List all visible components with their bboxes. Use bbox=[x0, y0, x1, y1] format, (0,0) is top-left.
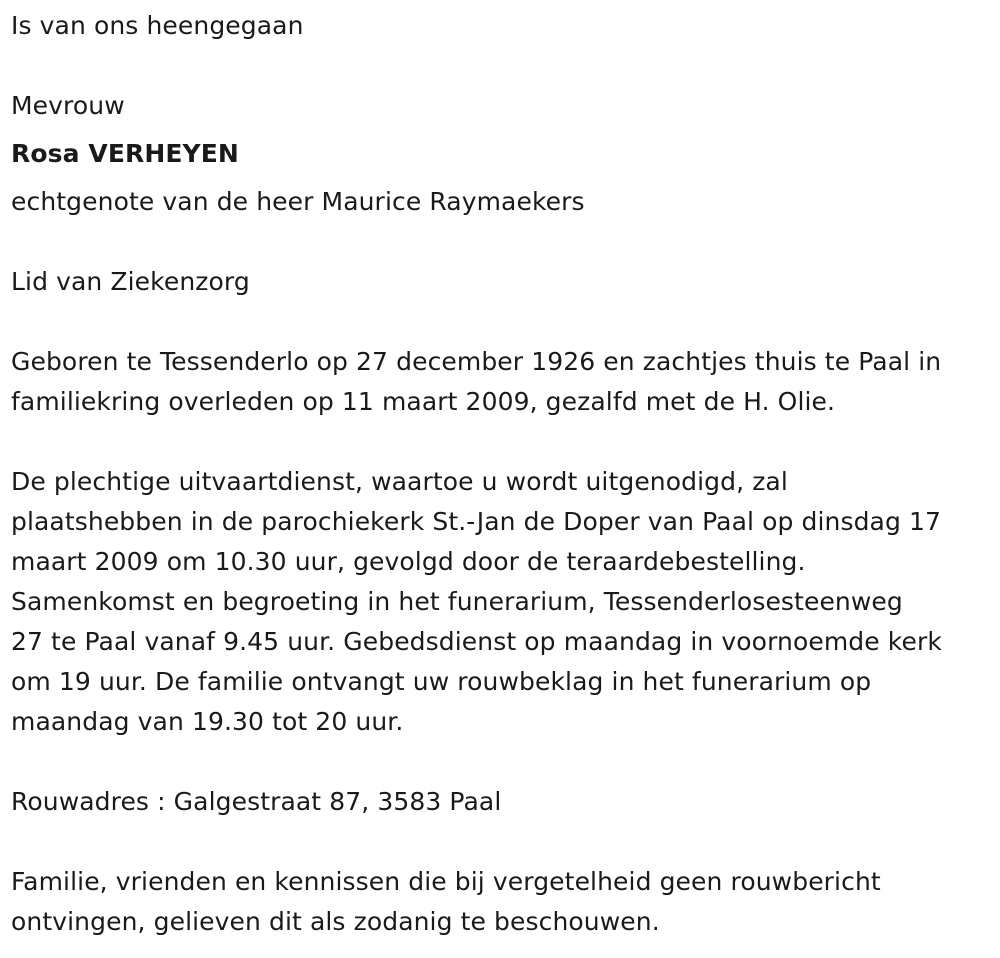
spacer bbox=[11, 222, 996, 262]
paragraph-line: De plechtige uitvaartdienst, waartoe u wordt uitgenodigd, zal bbox=[11, 467, 788, 496]
paragraph-line: Samenkomst en begroeting in het funerarium, Tessenderlosesteenweg bbox=[11, 587, 903, 616]
paragraph-line: om 19 uur. De familie ontvangt uw rouwbeklag in het funerarium op bbox=[11, 667, 872, 696]
paragraph-line: ontvingen, gelieven dit als zodanig te beschouwen. bbox=[11, 907, 660, 936]
spacer bbox=[11, 46, 996, 86]
funeral-paragraph bbox=[11, 462, 996, 742]
deceased-name: Rosa VERHEYEN bbox=[11, 139, 239, 168]
spacer bbox=[11, 302, 996, 342]
paragraph-line: Familie, vrienden en kennissen die bij vergetelheid geen rouwbericht bbox=[11, 867, 881, 896]
closing-paragraph bbox=[11, 862, 996, 942]
paragraph-line: maandag van 19.30 tot 20 uur. bbox=[11, 707, 404, 736]
spacer bbox=[11, 822, 996, 862]
spacer bbox=[11, 742, 996, 782]
mourning-address: Rouwadres : Galgestraat 87, 3583 Paal bbox=[11, 787, 502, 816]
salutation: Mevrouw bbox=[11, 91, 125, 120]
birth-death-paragraph bbox=[11, 342, 996, 422]
paragraph-line: Geboren te Tessenderlo op 27 december 1926 en zachtjes thuis te Paal in bbox=[11, 347, 942, 376]
paragraph-line: maart 2009 om 10.30 uur, gevolgd door de teraardebestelling. bbox=[11, 547, 806, 576]
membership-line: Lid van Ziekenzorg bbox=[11, 267, 250, 296]
paragraph-line: plaatshebben in de parochiekerk St.-Jan de Doper van Paal op dinsdag 17 bbox=[11, 507, 941, 536]
paragraph-line: 27 te Paal vanaf 9.45 uur. Gebedsdienst op maandag in voornoemde kerk bbox=[11, 627, 942, 656]
paragraph-line: familiekring overleden op 11 maart 2009, gezalfd met de H. Olie. bbox=[11, 387, 836, 416]
spouse-line: echtgenote van de heer Maurice Raymaekers bbox=[11, 187, 585, 216]
spacer bbox=[11, 422, 996, 462]
intro-line: Is van ons heengegaan bbox=[11, 11, 304, 40]
obituary-notice bbox=[11, 6, 996, 942]
